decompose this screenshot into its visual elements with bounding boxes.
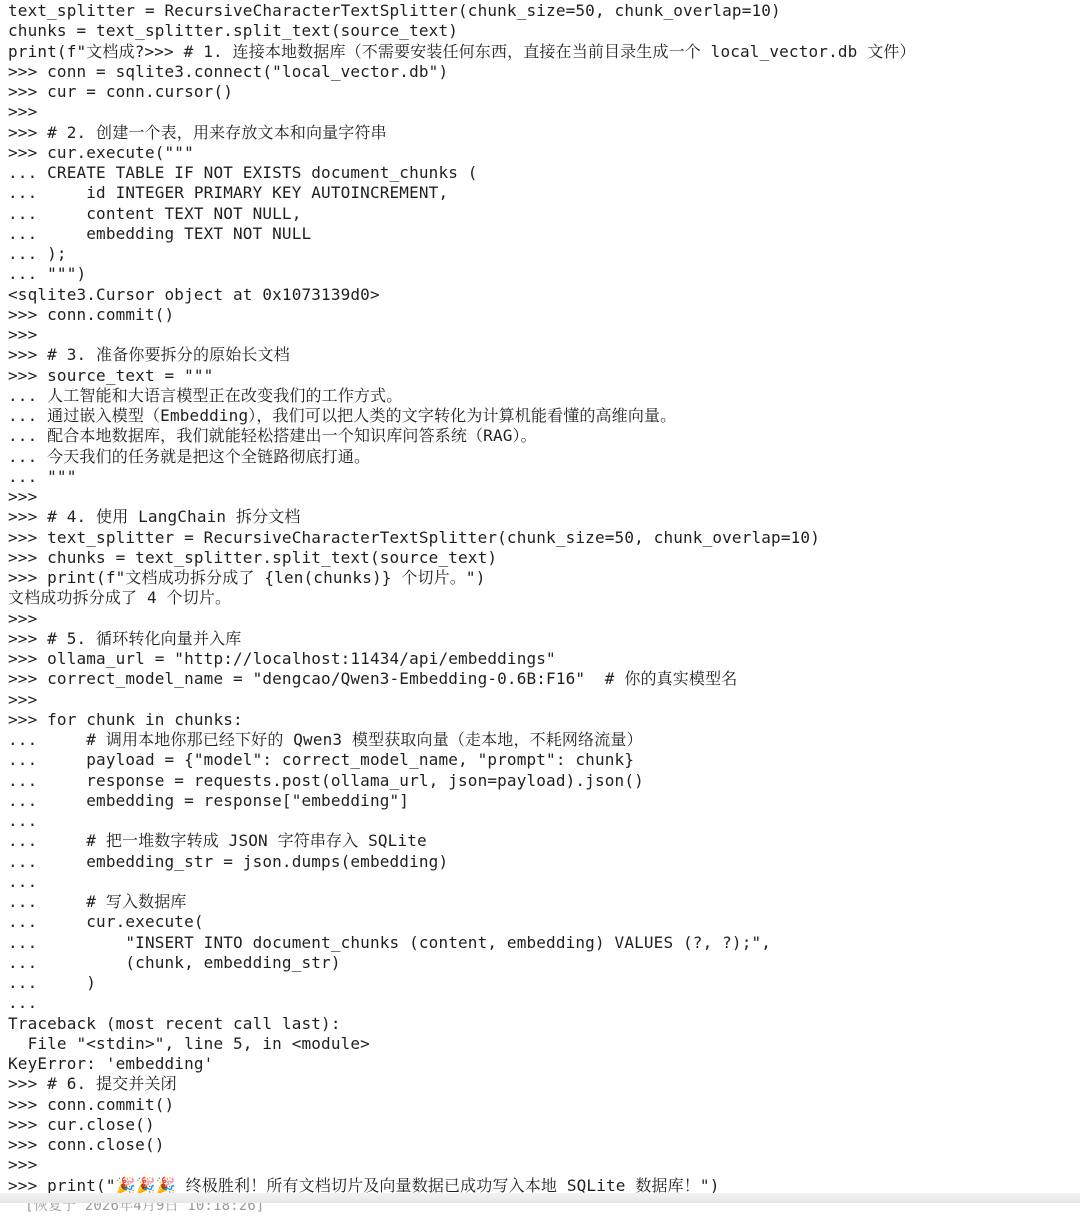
- terminal-line: >>> for chunk in chunks:: [8, 710, 1080, 730]
- terminal-line: ... CREATE TABLE IF NOT EXISTS document_chunks (: [8, 163, 1080, 183]
- terminal-line: ...: [8, 872, 1080, 892]
- terminal-line: ... """): [8, 264, 1080, 284]
- terminal-line: >>> chunks = text_splitter.split_text(source_text): [8, 548, 1080, 568]
- terminal-line: >>>: [8, 487, 1080, 507]
- terminal-line: >>> source_text = """: [8, 366, 1080, 386]
- terminal-line: ... id INTEGER PRIMARY KEY AUTOINCREMENT,: [8, 183, 1080, 203]
- traceback-line: Traceback (most recent call last):: [8, 1014, 1080, 1034]
- terminal-line: ... payload = {"model": correct_model_name, "prompt": chunk}: [8, 750, 1080, 770]
- terminal-line: ... 通过嵌入模型（Embedding），我们可以把人类的文字转化为计算机能看懂的高维向量。: [8, 406, 1080, 426]
- terminal-line: >>> cur.execute(""": [8, 143, 1080, 163]
- terminal-line: >>>: [8, 609, 1080, 629]
- terminal-line: >>> conn.commit(): [8, 1095, 1080, 1115]
- terminal-line: >>> correct_model_name = "dengcao/Qwen3-Embedding-0.6B:F16" # 你的真实模型名: [8, 669, 1080, 689]
- terminal-line: >>> cur.close(): [8, 1115, 1080, 1135]
- terminal-line: ... embedding_str = json.dumps(embedding): [8, 852, 1080, 872]
- terminal-line: ... cur.execute(: [8, 912, 1080, 932]
- terminal-line: >>> cur = conn.cursor(): [8, 82, 1080, 102]
- terminal-line: >>> print("🎉🎉🎉 终极胜利！所有文档切片及向量数据已成功写入本地 SQLite 数据库！"): [8, 1176, 1080, 1196]
- terminal-line: >>>: [8, 1155, 1080, 1175]
- terminal-line: >>> # 4. 使用 LangChain 拆分文档: [8, 507, 1080, 527]
- terminal-line: ... # 写入数据库: [8, 892, 1080, 912]
- terminal-line: ... );: [8, 244, 1080, 264]
- terminal-line: ... 配合本地数据库，我们就能轻松搭建出一个知识库问答系统（RAG）。: [8, 426, 1080, 446]
- terminal-line: ... embedding = response["embedding"]: [8, 791, 1080, 811]
- terminal-line: >>> text_splitter = RecursiveCharacterTextSplitter(chunk_size=50, chunk_overlap=10): [8, 528, 1080, 548]
- terminal-line: 文档成功拆分成了 4 个切片。: [8, 588, 1080, 608]
- terminal-line: >>> print(f"文档成功拆分成了 {len(chunks)} 个切片。"): [8, 568, 1080, 588]
- terminal-line: >>> # 2. 创建一个表，用来存放文本和向量字符串: [8, 123, 1080, 143]
- error-line: KeyError: 'embedding': [8, 1054, 1080, 1074]
- terminal-line: >>> # 5. 循环转化向量并入库: [8, 629, 1080, 649]
- terminal-line: ...: [8, 811, 1080, 831]
- terminal-line: ... 人工智能和大语言模型正在改变我们的工作方式。: [8, 386, 1080, 406]
- terminal-line: ...: [8, 993, 1080, 1013]
- terminal-line: ... # 把一堆数字转成 JSON 字符串存入 SQLite: [8, 831, 1080, 851]
- terminal-line: ... "INSERT INTO document_chunks (content, embedding) VALUES (?, ?);",: [8, 933, 1080, 953]
- terminal-line: >>> # 6. 提交并关闭: [8, 1074, 1080, 1094]
- terminal-line: >>> conn = sqlite3.connect("local_vector.db"): [8, 62, 1080, 82]
- terminal-line: ... 今天我们的任务就是把这个全链路彻底打通。: [8, 447, 1080, 467]
- terminal-line: ... response = requests.post(ollama_url, json=payload).json(): [8, 771, 1080, 791]
- terminal-line: >>>: [8, 690, 1080, 710]
- terminal-line: ... ): [8, 973, 1080, 993]
- terminal-line: ... (chunk, embedding_str): [8, 953, 1080, 973]
- bottom-bar: [0, 1193, 1080, 1203]
- terminal-line: >>>: [8, 325, 1080, 345]
- terminal-line: ... embedding TEXT NOT NULL: [8, 224, 1080, 244]
- terminal-line: chunks = text_splitter.split_text(source_text): [8, 21, 1080, 41]
- terminal-line: print(f"文档成?>>> # 1. 连接本地数据库（不需要安装任何东西，直接在当前目录生成一个 local_vector.db 文件）: [8, 42, 1080, 62]
- terminal-line: >>> # 3. 准备你要拆分的原始长文档: [8, 345, 1080, 365]
- traceback-line: File "<stdin>", line 5, in <module>: [8, 1034, 1080, 1054]
- terminal-line: ... # 调用本地你那已经下好的 Qwen3 模型获取向量（走本地，不耗网络流量）: [8, 730, 1080, 750]
- terminal-line: >>> conn.commit(): [8, 305, 1080, 325]
- terminal-line: text_splitter = RecursiveCharacterTextSplitter(chunk_size=50, chunk_overlap=10): [8, 1, 1080, 21]
- terminal-line: >>>: [8, 102, 1080, 122]
- terminal-line: ... content TEXT NOT NULL,: [8, 204, 1080, 224]
- terminal-line: >>> ollama_url = "http://localhost:11434/api/embeddings": [8, 649, 1080, 669]
- terminal-line: <sqlite3.Cursor object at 0x1073139d0>: [8, 285, 1080, 305]
- terminal-line: ... """: [8, 467, 1080, 487]
- terminal-line: >>> conn.close(): [8, 1135, 1080, 1155]
